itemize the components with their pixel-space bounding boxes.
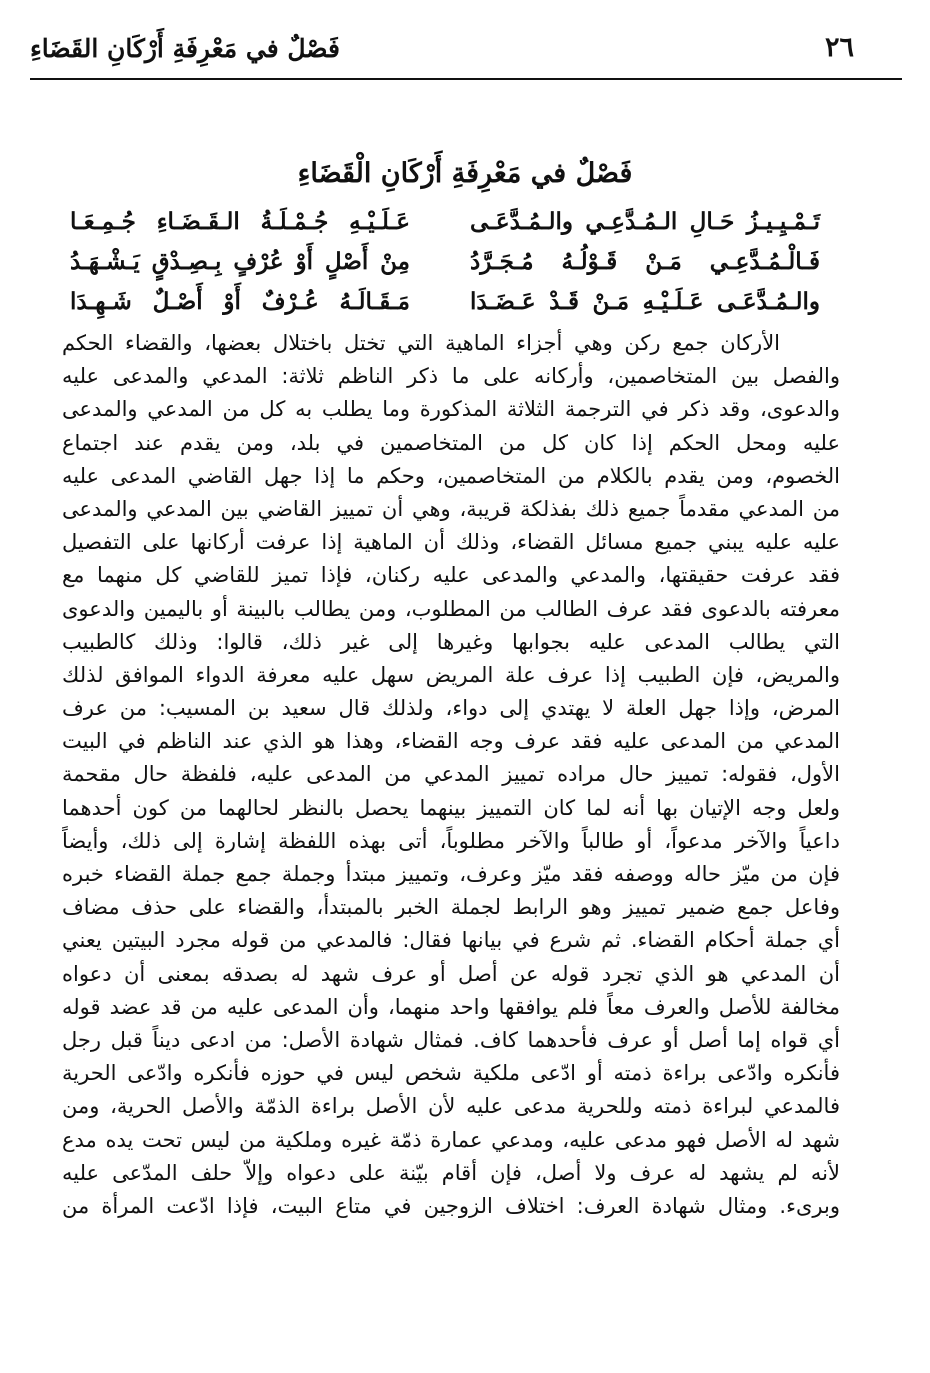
verse-first-hemistich: والـمُـدَّعَـى عَـلَـيْـهِ مَـنْ قَـدْ عَـضَـدَا [470,288,820,315]
body-line: أي قواه إما أصل أو عرف فأحدهما كاف. فمثال شهادة الأصل: من ادعى ديناً قبل رجل [62,1027,840,1052]
body-line: عليه ومحل الحكم إذا كان كل من المتخاصمين في بلد، ومن يقدم عند اجتماع [62,430,840,455]
body-line: فإن من ميّز حاله ووصفه فقد ميّز وعرف، وتمييز مبتدأ وجملة جمع جملة القضاء خبره [62,862,840,886]
body-line: فالمدعي لبراءة ذمته وللحرية مدعى عليه لأن الأصل براءة الذمّة والأصل الحرية، ومن [62,1094,840,1119]
verse-first-hemistich: فَـالْـمُـدَّعِـي مَـنْ قَـوْلُـهُ مُـجَـرَّدُ [470,248,820,275]
body-line: شهد له الأصل فهو مدعى عليه، ومدعي عمارة ذمّة غيره وملكية من ليس تحت يده مدع [62,1127,840,1152]
body-line: التي يطالب المدعى عليه بجوابها وغيرها إلى غير ذلك، قالوا: وذلك كالطبيب [62,629,840,654]
commentary-body [62,327,840,1223]
verse-second-hemistich: مِنْ أَصْلٍ أَوْ عُرْفٍ بِـصِـدْقٍ يَـشْـهَـدُ [70,248,410,275]
body-line: والدعوى، وقد ذكر في الترجمة الثلاثة المذكورة وما يطلب به كل من المدعي والمدعى [62,397,840,422]
body-line: فقد عرفت حقيقتها، والمدعي والمدعى عليه ركنان، فإذا تميز للقاضي كل منهما مع [62,563,840,588]
body-line: وفاعل جمع ضمير تمييز وهو الرابط لجملة الخبر بالمبتدأ، والقضاء على حذف مضاف [62,895,840,920]
body-line: والمريض، فإن الطبيب إذا عرف علة المريض سهل عليه معرفة الدواء الموافق لذلك [62,662,840,687]
body-line: معرفته بالدعوى فقد عرف الطالب من المطلوب، ومن يطالب بالبينة أو باليمين والدعوى [62,596,840,621]
verse-line [60,208,820,248]
body-line: الأركان جمع ركن وهي أجزاء الماهية التي تختل باختلال بعضها، والقضاء الحكم [62,331,780,355]
running-header [30,30,902,80]
verse-second-hemistich: عَـلَـيْـهِ جُـمْـلَـةُ الـقَـضَـاءِ جُـمِـعَـا [70,208,410,235]
body-line: أن المدعي هو الذي تجرد قوله عن أصل أو عرف شهد له بصدقه بمعنى أن دعواه [62,961,840,986]
verse-first-hemistich: تَـمْـيِـيـزُ حَـالِ الـمُـدَّعِـي والـمُـدَّعَـى [470,208,820,235]
body-line: ولعل وجه الإتيان بها أنه لما كان التمييز بينهما يحصل بالنظر لحالهما من كون أحدهما [62,795,840,820]
body-line: الأول، فقوله: تمييز حال مراده تمييز المدعي من المدعى عليه، فلفظة حال مقحمة [62,762,840,787]
body-line: المرض، وإذا جهل العلة لا يهتدي إلى دواء، ولذلك قال سعيد بن المسيب: من عرف [62,696,840,721]
body-line: والفصل بين المتخاصمين، وأركانه على ما ذكر الناظم ثلاثة: المدعي والمدعى عليه [62,364,840,389]
verse-second-hemistich: مَـقَـالَـهُ عُـرْفٌ أَوْ أَصْـلٌ شَـهِـدَا [70,288,410,315]
body-line: فأنكره وادّعى براءة ذمته أو ادّعى ملكية شخص ليس في حوزه فأنكره وادّعى الحرية [62,1061,840,1086]
body-line: داعياً والآخر مدعواً، أو طالباً والآخر مطلوباً، أتى بهذه اللفظة إشارة إلى ذلك، وأيضاً [62,828,840,853]
section-title: فَصْلٌ في مَعْرِفَةِ أَرْكَانِ الْقَضَاءِ [297,158,633,189]
body-line: عليه عليه يبني جميع مسائل القضاء، وذلك أن الماهية إذا عرفت أركانها على التفصيل [62,530,840,555]
body-line: أي جملة أحكام القضاء. ثم شرع في بيانها فقال: فالمدعي من قوله مجرد البيتين يعني [62,928,840,953]
verse-line [60,288,820,328]
page-number: ٢٦ [824,32,854,63]
running-header-title: فَصْلٌ في مَعْرِفَةِ أَرْكَانِ القَضَاءِ [30,34,340,63]
body-line: الخصوم، ومن يقدم بالكلام من المتخاصمين، وحكم ما إذا جهل القاضي المدعى عليه [62,463,840,488]
body-line: وبرىء. ومثال شهادة العرف: اختلاف الزوجين في متاع البيت، فإذا ادّعت المرأة من [62,1193,840,1218]
body-line: المدعي من المدعى عليه فقد عرف وجه القضاء، وهذا هو الذي عند الناظم في البيت [62,729,840,754]
body-line: لأنه لم يشهد له عرف ولا أصل، فإن أقام بيّنة على دعواه وإلاّ حلف المدّعى عليه [62,1160,840,1185]
body-line: من المدعي مقدماً جميع ذلك بفذلكة قريبة، وهي أن تمييز القاضي بين المدعي والمدعى [62,496,840,521]
verse-line [60,248,820,288]
body-line: مخالفة للأصل والعرف معاً فلم يوافقها واحد منهما، وأن المدعى عليه من قد عضد قوله [62,994,840,1019]
